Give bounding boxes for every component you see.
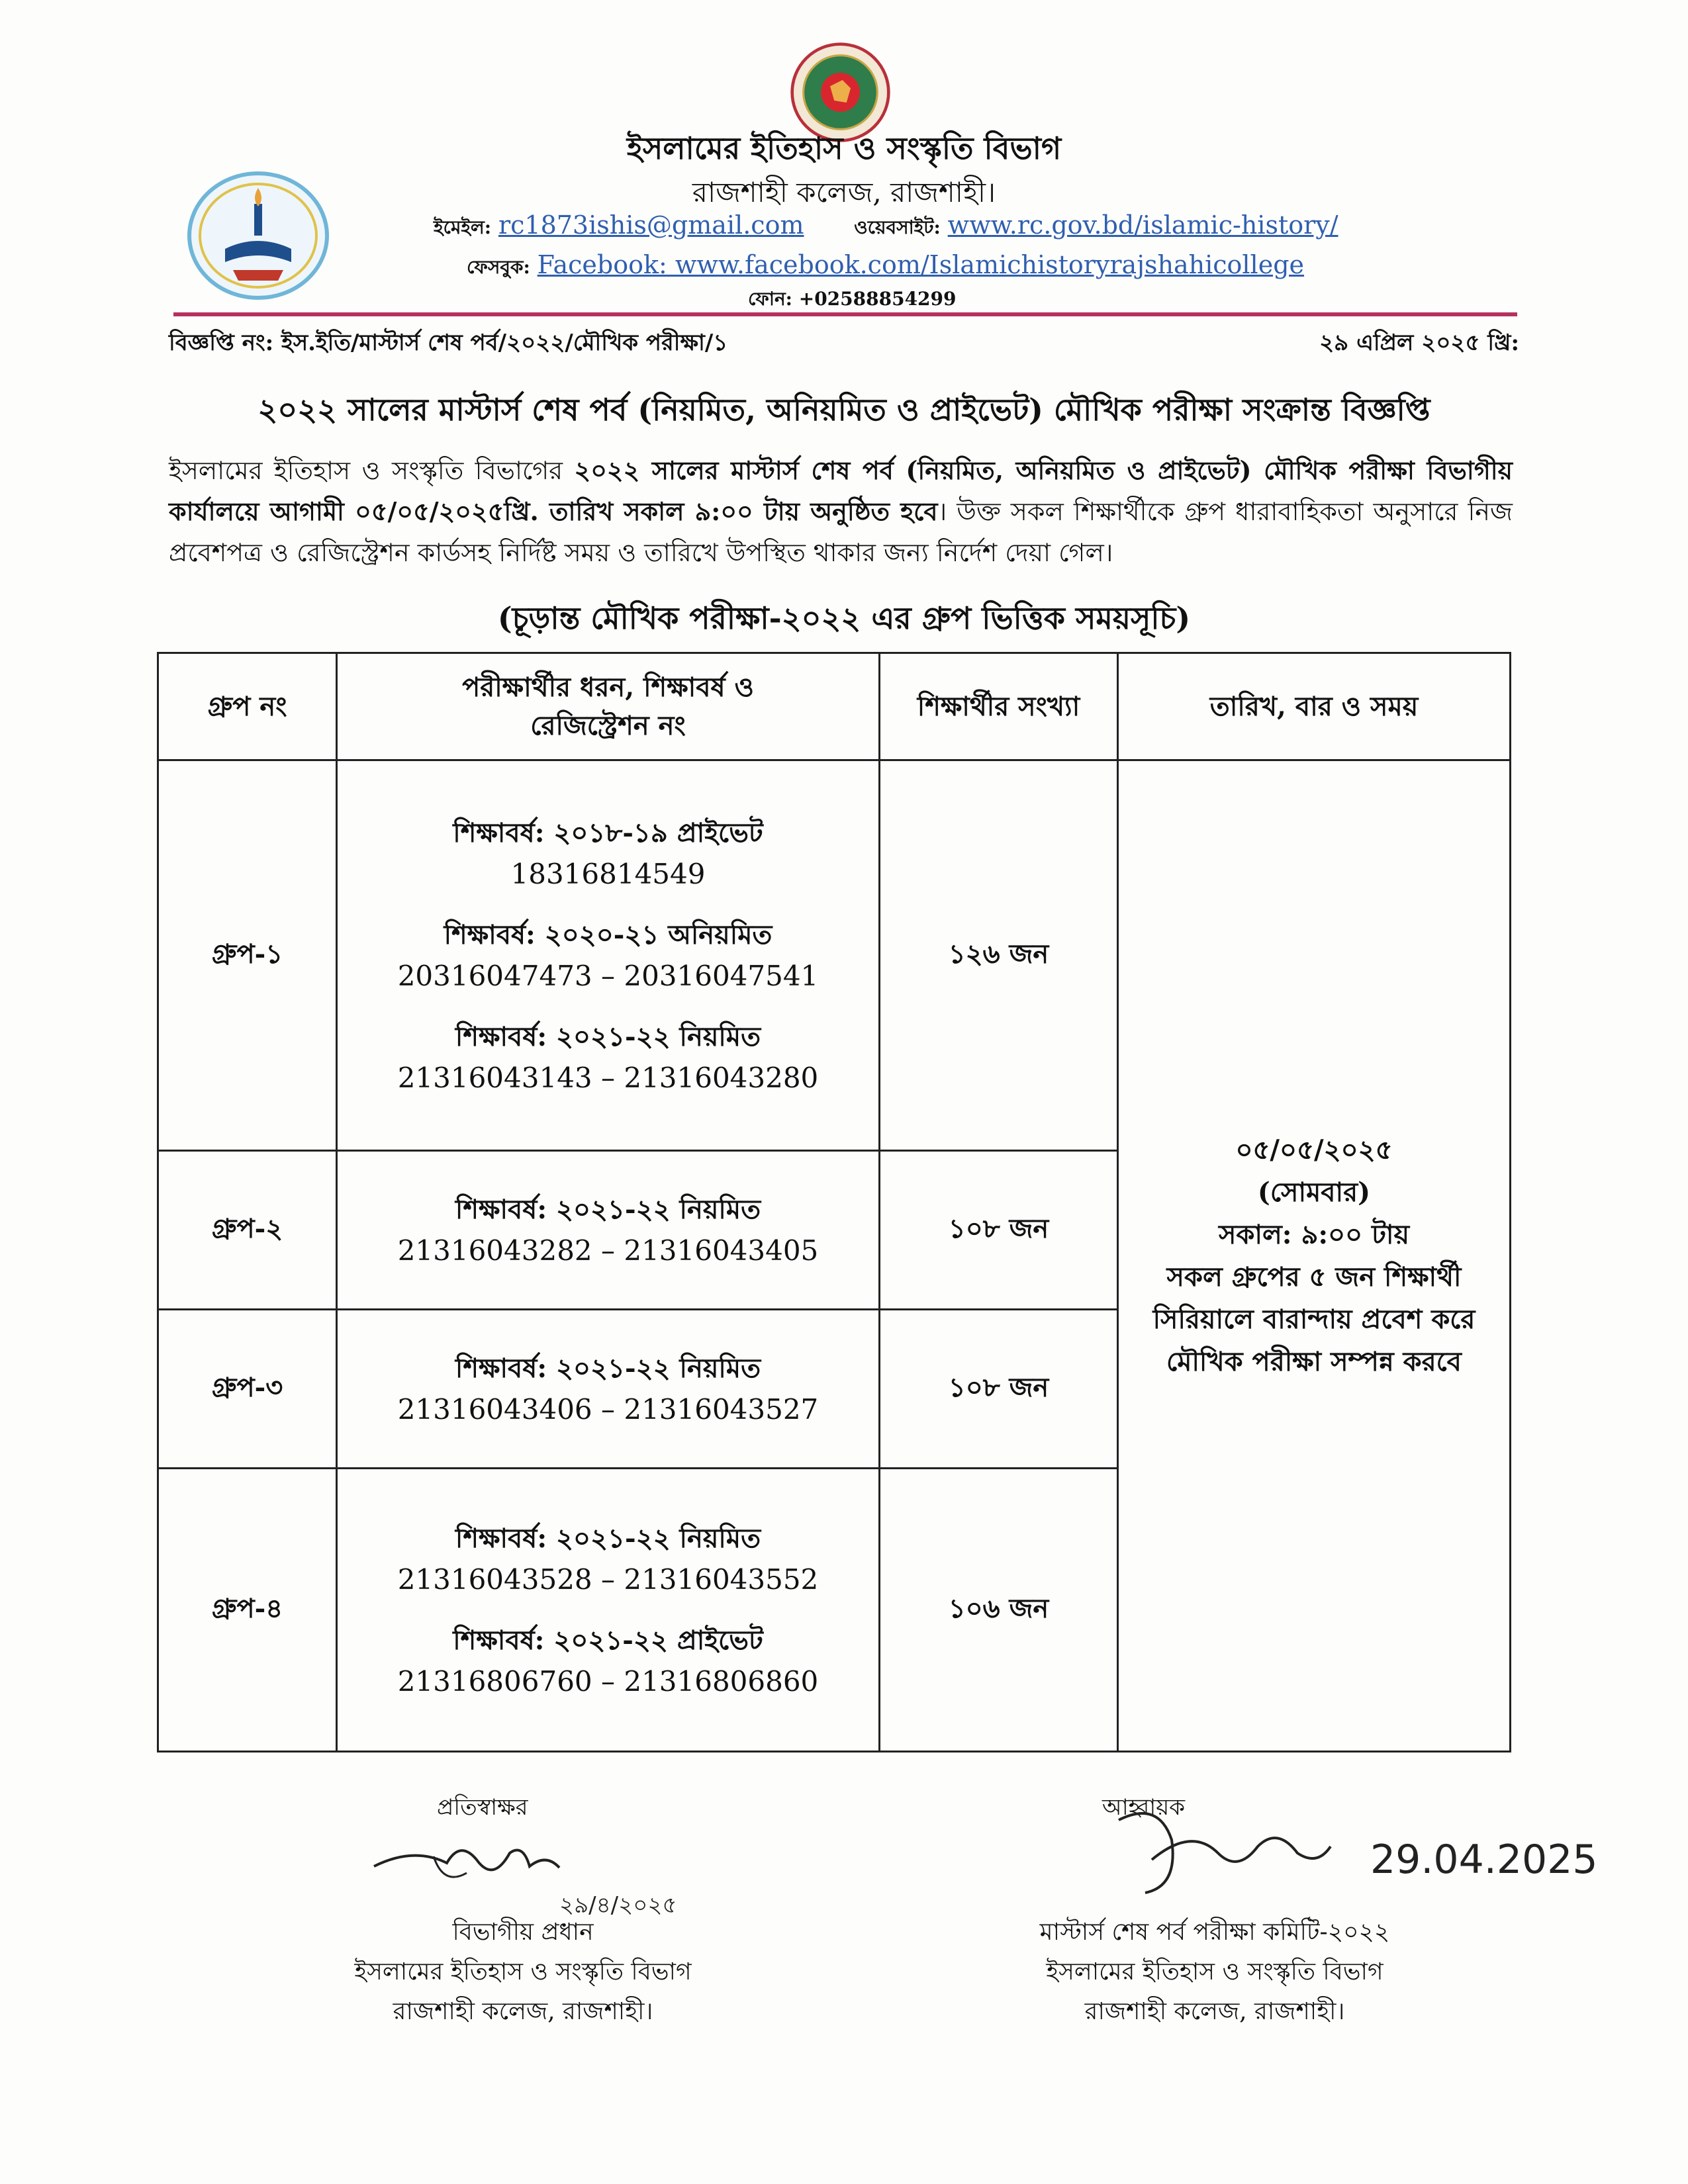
- group-cell: গ্রুপ-১: [158, 760, 337, 1151]
- group-cell: গ্রুপ-৩: [158, 1310, 337, 1469]
- session-year: শিক্ষাবর্ষ: ২০২১-২২ নিয়মিত: [455, 1522, 761, 1554]
- entries-cell: [337, 1469, 880, 1752]
- registration-range: 21316043406 – 21316043527: [397, 1392, 819, 1426]
- header-group-no: গ্রুপ নং: [158, 653, 337, 760]
- convenor-department: ইসলামের ইতিহাস ও সংস্কৃতি বিভাগ: [1046, 1958, 1383, 1985]
- head-college: রাজশাহী কলেজ, রাজশাহী।: [393, 1998, 653, 2025]
- registration-range: 18316814549: [510, 857, 706, 890]
- student-count: ১০৮ জন: [880, 1151, 1118, 1310]
- countersign-label: প্রতিস্বাক্ষর: [437, 1794, 528, 1821]
- phone-number: ফোন: +02588854299: [748, 288, 957, 310]
- header-divider: [173, 312, 1517, 316]
- group-cell: গ্রুপ-২: [158, 1151, 337, 1310]
- session-year: শিক্ষাবর্ষ: ২০২১-২২ নিয়মিত: [455, 1021, 761, 1052]
- header-date-time: তারিখ, বার ও সময়: [1118, 653, 1511, 760]
- student-count: ১০৬ জন: [880, 1469, 1118, 1752]
- exam-date: ০৫/০৫/২০২৫: [1235, 1134, 1393, 1165]
- exam-instruction-3: মৌখিক পরীক্ষা সম্পন্ন করবে: [1166, 1345, 1462, 1377]
- session-year: শিক্ষাবর্ষ: ২০১৮-১৯ প্রাইভেট: [453, 817, 763, 848]
- table-header-row: [158, 653, 1511, 760]
- student-count: ১০৮ জন: [880, 1310, 1118, 1469]
- email-line: [434, 210, 1338, 244]
- schedule-table: [157, 652, 1511, 1752]
- exam-instruction-1: সকল গ্রুপের ৫ জন শিক্ষার্থী: [1166, 1261, 1462, 1293]
- convenor-signature-date: 29.04.2025: [1370, 1837, 1598, 1883]
- website-label: ওয়েবসাইট:: [854, 216, 941, 238]
- department-name: ইসলামের ইতিহাস ও সংস্কৃতি বিভাগ: [626, 130, 1062, 166]
- exam-time: সকাল: ৯:০০ টায়: [1218, 1218, 1410, 1250]
- session-year: শিক্ষাবর্ষ: ২০২১-২২ নিয়মিত: [455, 1352, 761, 1384]
- session-year: শিক্ষাবর্ষ: ২০২১-২২ নিয়মিত: [455, 1193, 761, 1225]
- college-address: রাজশাহী কলেজ, রাজশাহী।: [692, 176, 996, 208]
- body-text-part-1: ইসলামের ইতিহাস ও সংস্কৃতি বিভাগের: [169, 456, 575, 485]
- schedule-title: (চূড়ান্ত মৌখিক পরীক্ষা-২০২২ এর গ্রুপ ভিত্তিক সময়সূচি): [497, 600, 1191, 636]
- registration-range: 21316043282 – 21316043405: [397, 1234, 819, 1267]
- body-text-part-2: ২০২২ সালের মাস্টার্স শেষ পর্ব (নিয়মিত, অনিয়মিত ও প্রাইভেট) মৌখিক পরীক্ষা বিভাগীয় কার্যালয়ে আগামী ০৫/০৫/২০২৫খ্রি. তারিখ সকাল ৯:০০ টায় অনুষ্ঠিত হবে: [169, 455, 1513, 526]
- notice-body: [169, 450, 1513, 573]
- exam-day: (সোমবার): [1257, 1176, 1371, 1208]
- entries-cell: [337, 1310, 880, 1469]
- convenor-signature: [1105, 1787, 1598, 1926]
- group-cell: গ্রুপ-৪: [158, 1469, 337, 1752]
- head-title: বিভাগীয় প্রধান: [452, 1919, 594, 1946]
- session-year: শিক্ষাবর্ষ: ২০২০-২১ অনিয়মিত: [444, 919, 773, 950]
- header-candidate-type: পরীক্ষার্থীর ধরন, শিক্ষাবর্ষ ও রেজিস্ট্রেশন নং: [337, 653, 880, 760]
- exam-instruction-2: সিরিয়ালে বারান্দায় প্রবেশ করে: [1152, 1303, 1476, 1335]
- head-department: ইসলামের ইতিহাস ও সংস্কৃতি বিভাগ: [354, 1958, 692, 1985]
- schedule-cell: [1118, 760, 1511, 1752]
- head-signature: [361, 1827, 677, 1926]
- convenor-signature-block: [920, 1913, 1509, 2032]
- session-year: শিক্ষাবর্ষ: ২০২১-২২ প্রাইভেট: [453, 1624, 763, 1656]
- table-row: [158, 760, 1511, 1151]
- website-link[interactable]: www.rc.gov.bd/islamic-history/: [947, 210, 1338, 240]
- memo-number: বিজ্ঞপ্তি নং: ইস.ইতি/মাস্টার্স শেষ পর্ব/২০২২/মৌখিক পরীক্ষা/১: [169, 330, 728, 356]
- entries-cell: [337, 760, 880, 1151]
- registration-range: 21316043528 – 21316043552: [397, 1563, 819, 1596]
- convenor-college: রাজশাহী কলেজ, রাজশাহী।: [1084, 1998, 1345, 2025]
- facebook-line: [467, 250, 1304, 284]
- registration-range: 21316806760 – 21316806860: [397, 1664, 819, 1698]
- entries-cell: [337, 1151, 880, 1310]
- registration-range: 20316047473 – 20316047541: [397, 959, 819, 992]
- facebook-label: ফেসবুক:: [467, 256, 530, 278]
- convenor-label: আহ্বায়ক: [1102, 1794, 1186, 1821]
- head-signature-date: ২৯/৪/২০২৫: [559, 1892, 677, 1919]
- registration-range: 21316043143 – 21316043280: [397, 1061, 819, 1094]
- header-student-count: শিক্ষার্থীর সংখ্যা: [880, 653, 1118, 760]
- body-text-part-3: । উক্ত সকল শিক্ষার্থীকে গ্রুপ ধারাবাহিকতা অনুসারে নিজ প্রবেশপত্র ও রেজিস্ট্রেশন কার্ডসহ নির্দিষ্ট সময় ও তারিখে উপস্থিত থাকার জন্য নির্দেশ দেয়া গেল।: [169, 497, 1513, 567]
- notice-title: ২০২২ সালের মাস্টার্স শেষ পর্ব (নিয়মিত, অনিয়মিত ও প্রাইভেট) মৌখিক পরীক্ষা সংক্রান্ত বিজ্ঞপ্তি: [258, 392, 1430, 428]
- email-link[interactable]: rc1873ishis@gmail.com: [498, 210, 804, 240]
- memo-date: ২৯ এপ্রিল ২০২৫ খ্রি:: [1319, 330, 1519, 356]
- head-signature-block: [252, 1913, 794, 2032]
- convenor-title: মাস্টার্স শেষ পর্ব পরীক্ষা কমিটি-২০২২: [1039, 1919, 1390, 1946]
- student-count: ১২৬ জন: [880, 760, 1118, 1151]
- email-label: ইমেইল:: [434, 216, 492, 238]
- facebook-link[interactable]: Facebook: www.facebook.com/Islamichistoryrajshahicollege: [537, 250, 1305, 279]
